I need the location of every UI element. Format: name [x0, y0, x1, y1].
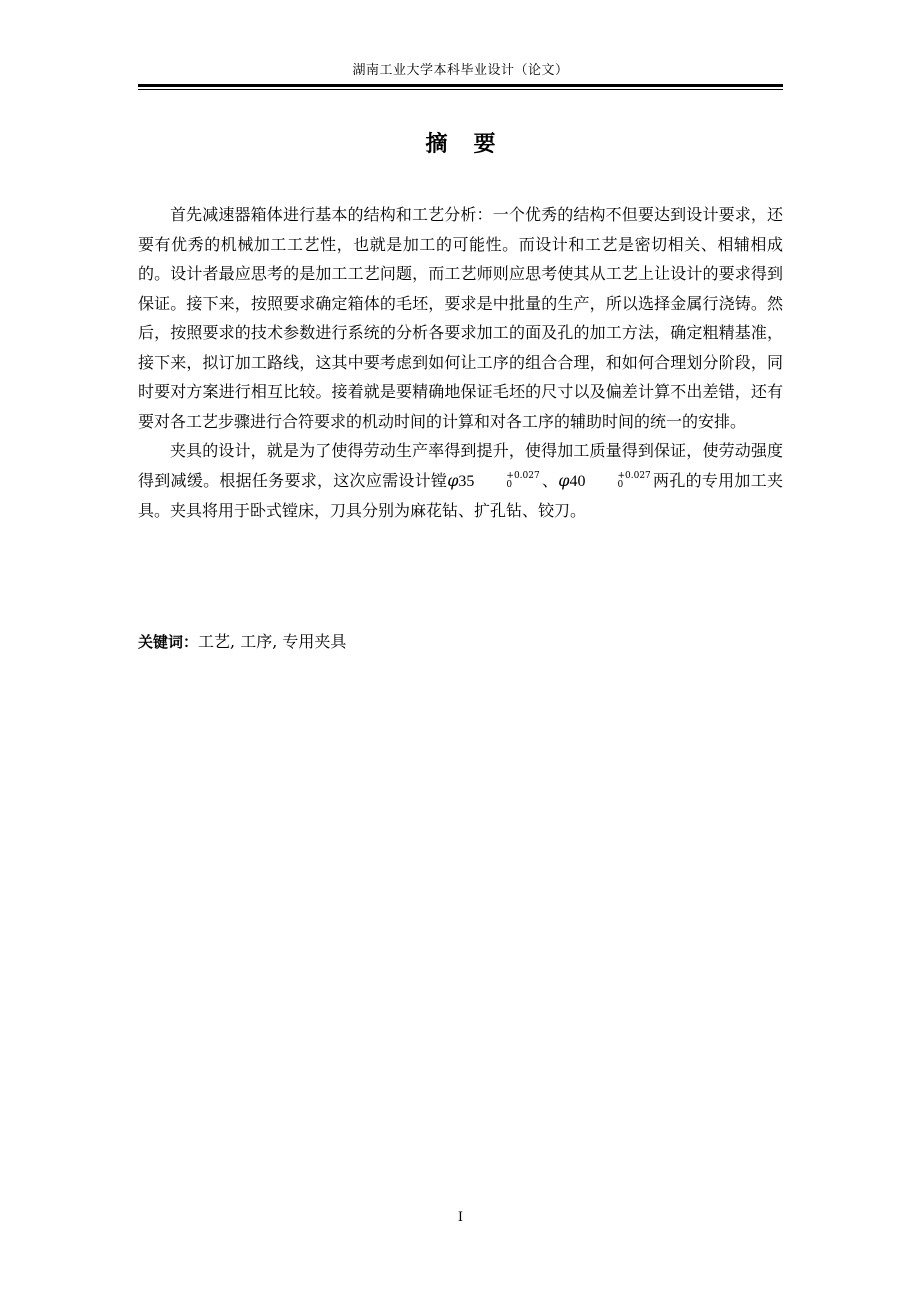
diameter-symbol: φ: [447, 470, 459, 490]
tolerance-lower: 0: [506, 480, 513, 490]
diameter-symbol: φ: [558, 470, 570, 490]
header-rule-thick: [138, 84, 783, 87]
abstract-paragraph-1: 首先减速器箱体进行基本的结构和工艺分析：一个优秀的结构不但要达到设计要求，还要有优秀的机械加工工艺性，也就是加工的可能性。而设计和工艺是密切相关、相辅相成的。设计者最应思考的是加工工艺问题，而工艺师则应思考使其从工艺上让设计的要求得到保证。接下来，按照要求确定箱体的毛坯，要求是中批量的生产，所以选择金属行浇铸。然后，按照要求的技术参数进行系统的分析各要求加工的面及孔的加工方法，确定粗精基准，接下来，拟订加工路线，这其中要考虑到如何让工序的组合合理，和如何合理划分阶段，同时要对方案进行相互比较。接着就是要精确地保证毛坯的尺寸以及偏差计算不出差错，还有要对各工艺步骤进行合符要求的机动时间的计算和对各工序的辅助时间的统一的安排。: [138, 205, 783, 431]
dimension-40: [558, 471, 653, 490]
dimension-35: [447, 471, 542, 490]
dimension-value: 40: [569, 472, 586, 490]
keywords-line: [138, 630, 783, 654]
keywords-label: 关键词：: [138, 633, 199, 651]
page-title: 摘要: [425, 131, 522, 157]
page-number: I: [457, 1210, 464, 1225]
tolerance-stack: [585, 472, 650, 490]
paragraph-2-lead-text: 夹具的设计，就是为了使得劳动生产率得到提升，使得加工质量得到保证，使劳动强度得到减缓。根据任务要求，这次应需设计镗: [138, 441, 783, 490]
tolerance-stack: [474, 472, 539, 490]
dimension-separator: 、: [541, 470, 559, 490]
abstract-body: [138, 200, 783, 526]
keywords-value: 工艺, 工序, 专用夹具: [198, 632, 347, 651]
tolerance-upper: +0.027: [506, 471, 540, 481]
paragraph-2-tail-text: 两孔的专用加工夹具。夹具将用于卧式镗床，刀具分别为麻花钻、扩孔钻、铰刀。: [138, 470, 783, 520]
running-header: 湖南工业大学本科毕业设计（论文）: [352, 63, 569, 78]
dimension-value: 35: [458, 472, 475, 490]
tolerance-upper: +0.027: [617, 471, 651, 481]
header-rule-thin: [138, 89, 783, 90]
abstract-paragraph-2: [138, 436, 783, 526]
tolerance-lower: 0: [617, 480, 624, 490]
